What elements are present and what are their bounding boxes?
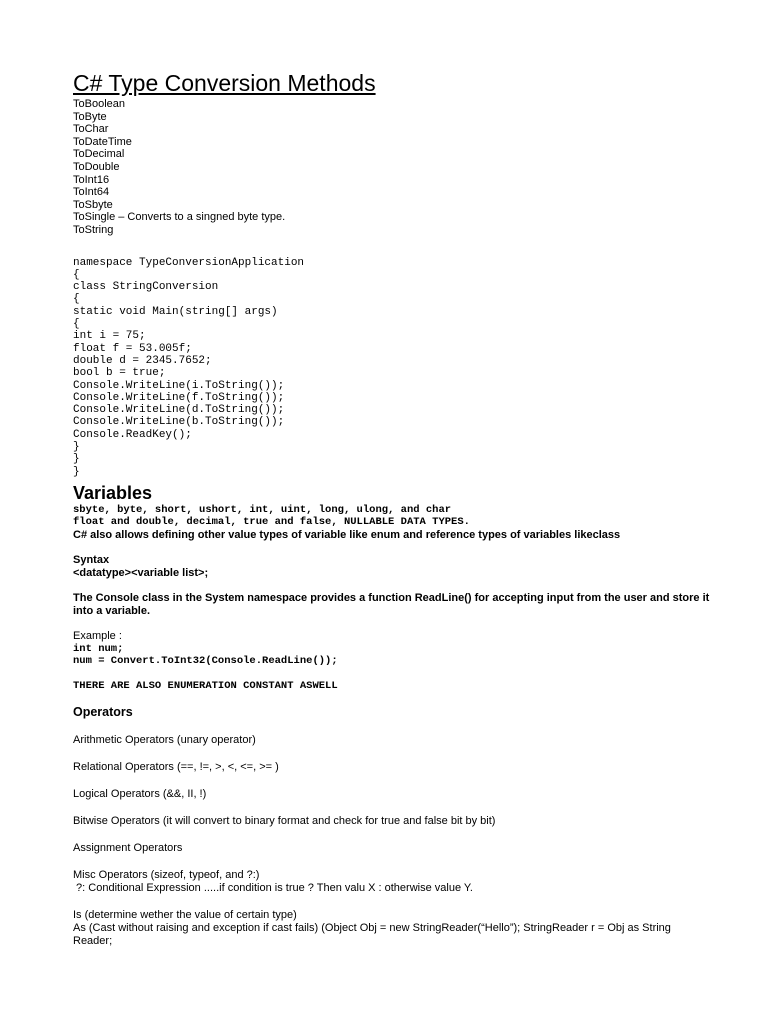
variables-note: C# also allows defining other value types of variable like enum and reference types of variables likeclass <box>73 528 621 541</box>
example-code-line: num = Convert.ToInt32(Console.ReadLine()); <box>73 655 338 668</box>
variables-heading: Variables <box>73 482 153 503</box>
variable-types-line: sbyte, byte, short, ushort, int, uint, long, ulong, and char <box>73 503 452 516</box>
document-body <box>73 68 713 948</box>
syntax-text: <datatype><variable list>; <box>73 566 209 579</box>
code-line: { <box>73 293 80 306</box>
syntax-label: Syntax <box>73 553 110 566</box>
code-line: Console.ReadKey(); <box>73 428 192 441</box>
operator-logical: Logical Operators (&&, II, !) <box>73 788 207 801</box>
code-line: Console.WriteLine(f.ToString()); <box>73 391 285 404</box>
variable-types-line: float and double, decimal, true and false, NULLABLE DATA TYPES. <box>73 516 470 529</box>
operators-heading: Operators <box>73 705 133 720</box>
code-line: Console.WriteLine(d.ToString()); <box>73 404 285 417</box>
list-item: ToBoolean <box>73 98 125 110</box>
list-item: ToDouble <box>73 160 120 173</box>
operator-as: As (Cast without raising and exception if cast fails) (Object Obj = new StringReader(“Hello”); StringReader r = Obj as String Reader; <box>73 922 671 948</box>
console-note: The Console class in the System namespace provides a function ReadLine() for accepting input from the user and store it into a variable. <box>73 591 710 617</box>
list-item: ToString <box>73 223 114 236</box>
list-item: ToSbyte <box>73 198 113 211</box>
code-line: Console.WriteLine(i.ToString()); <box>73 379 285 392</box>
code-line: } <box>73 465 80 478</box>
list-item: ToDateTime <box>73 135 132 148</box>
operator-conditional: ?: Conditional Expression .....if condition is true ? Then valu X : otherwise value Y. <box>73 882 473 895</box>
operator-relational: Relational Operators (==, !=, >, <, <=, >= ) <box>73 761 279 774</box>
code-line: } <box>73 440 80 453</box>
code-line: Console.WriteLine(b.ToString()); <box>73 416 285 429</box>
list-item: ToInt16 <box>73 173 110 186</box>
code-line: class StringConversion <box>73 281 219 294</box>
code-line: int i = 75; <box>73 330 146 343</box>
code-line: { <box>73 268 80 281</box>
enum-note: THERE ARE ALSO ENUMERATION CONSTANT ASWELL <box>73 679 338 692</box>
conversion-method-list <box>73 98 713 237</box>
operator-bitwise: Bitwise Operators (it will convert to binary format and check for true and false bit by bit) <box>73 815 496 828</box>
code-line: } <box>73 453 80 466</box>
example-label: Example : <box>73 629 122 642</box>
operator-arithmetic: Arithmetic Operators (unary operator) <box>73 734 256 747</box>
code-line: bool b = true; <box>73 367 166 380</box>
code-line: static void Main(string[] args) <box>73 305 278 318</box>
code-line: namespace TypeConversionApplication <box>73 256 305 269</box>
operator-assignment: Assignment Operators <box>73 842 183 855</box>
code-line: double d = 2345.7652; <box>73 354 212 367</box>
operator-is: Is (determine wether the value of certain type) <box>73 909 297 922</box>
list-item: ToChar <box>73 123 109 136</box>
code-line: float f = 53.005f; <box>73 342 192 355</box>
code-sample <box>73 257 713 478</box>
operator-misc: Misc Operators (sizeof, typeof, and ?:) <box>73 869 260 882</box>
page-title: C# Type Conversion Methods <box>73 70 376 96</box>
list-item: ToSingle – Converts to a singned byte type. <box>73 211 286 224</box>
list-item: ToInt64 <box>73 186 110 199</box>
list-item: ToByte <box>73 110 107 123</box>
list-item: ToDecimal <box>73 148 125 161</box>
code-line: { <box>73 318 80 331</box>
example-code-line: int num; <box>73 642 124 655</box>
